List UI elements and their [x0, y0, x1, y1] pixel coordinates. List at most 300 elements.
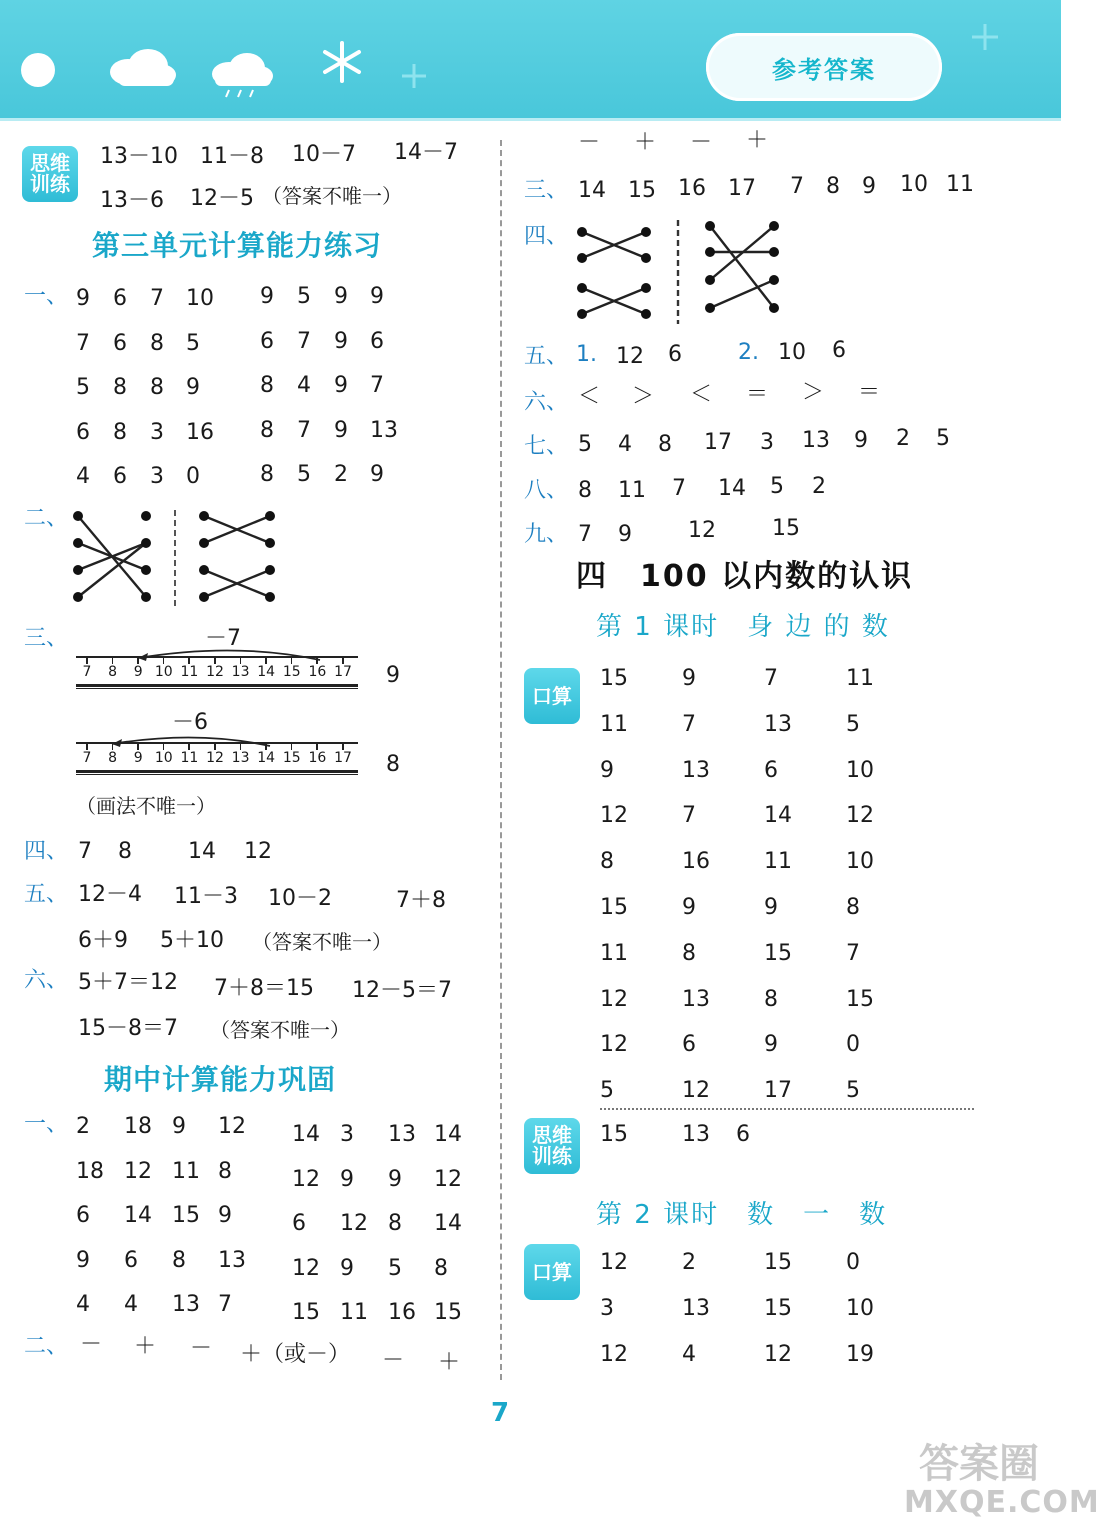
ruler-answer: 9 — [386, 663, 400, 688]
answer-value: 12 — [244, 839, 272, 864]
answer-expr: 7＋8＝15 — [214, 976, 314, 1001]
ruler-tick-mark — [342, 742, 344, 750]
answer-value: 8 — [826, 174, 840, 199]
grid-cell: 12 — [600, 1342, 628, 1367]
answer-value: 11 — [618, 478, 646, 503]
answer-value: 12 — [688, 518, 716, 543]
siwei-expr: 11－8 — [200, 144, 264, 169]
answer-expr: 10－2 — [268, 886, 332, 911]
answer-note: （答案不唯一） — [210, 1018, 350, 1042]
answer-value: 15 — [600, 1122, 628, 1147]
sign-answer: ＋ — [634, 130, 657, 155]
ruler-tick-label: 13 — [231, 664, 250, 680]
page-number: 7 — [490, 1398, 510, 1428]
ruler-tick-mark — [342, 656, 344, 664]
grid-cell: 0 — [186, 464, 200, 489]
question-label: 三、 — [24, 626, 69, 651]
lesson1-title: 第 1 课时 身 边 的 数 — [596, 612, 890, 642]
grid-cell: 11 — [600, 711, 628, 737]
grid-cell: 9 — [340, 1166, 354, 1192]
column-divider — [500, 140, 502, 1380]
grid-cell: 13 — [218, 1247, 246, 1273]
unit3-title: 第三单元计算能力练习 — [92, 229, 383, 262]
grid-cell: 10 — [186, 286, 214, 311]
answer-value: 13 — [802, 428, 830, 453]
question-label: 一、 — [24, 1112, 69, 1137]
grid-cell: 6 — [260, 328, 274, 354]
grid-cell: 13 — [370, 417, 398, 443]
grid-cell: 15 — [764, 1296, 792, 1321]
grid-cell: 9 — [76, 1247, 90, 1273]
grid-cell: 11 — [846, 666, 874, 691]
ruler-jump-label: －7 — [205, 626, 241, 651]
sign-answer: － — [190, 1336, 213, 1361]
grid-cell: 10 — [846, 757, 874, 783]
ruler-tick-label: 10 — [154, 664, 173, 680]
grid-cell: 12 — [434, 1166, 462, 1192]
sun-icon — [18, 50, 58, 90]
question-label: 六、 — [24, 968, 69, 993]
ruler-tick-mark — [137, 742, 139, 750]
grid-cell: 13 — [682, 1296, 710, 1321]
grid-cell: 6 — [292, 1211, 306, 1236]
grid-cell: 9 — [388, 1166, 402, 1192]
question-label: 四、 — [24, 839, 69, 864]
answer-value: ＞ — [802, 380, 825, 405]
grid-cell: 8 — [388, 1211, 402, 1236]
grid-cell: 7 — [150, 286, 164, 311]
grid-cell: 5 — [846, 711, 860, 737]
grid-cell: 8 — [260, 462, 274, 487]
grid-cell: 8 — [150, 375, 164, 400]
snowflake-icon — [320, 40, 364, 84]
grid-cell: 13 — [172, 1292, 200, 1317]
grid-cell: 6 — [764, 757, 778, 783]
grid-cell: 6 — [113, 464, 127, 489]
grid-cell: 12 — [292, 1166, 320, 1192]
grid-cell: 16 — [682, 849, 710, 875]
grid-cell: 16 — [388, 1300, 416, 1325]
answer-value: 5 — [770, 474, 784, 499]
ruler-tick-mark — [112, 656, 114, 664]
grid-cell: 6 — [682, 1032, 696, 1058]
answer-value: 15 — [628, 178, 656, 203]
grid-cell: 11 — [764, 849, 792, 875]
grid-cell: 5 — [186, 330, 200, 356]
grid-cell: 14 — [434, 1211, 462, 1236]
ruler-jump-label: －6 — [172, 710, 208, 735]
question-label: 一、 — [24, 284, 69, 309]
grid-cell: 14 — [124, 1203, 152, 1228]
answer-value: 2 — [896, 426, 910, 451]
grid-cell: 5 — [846, 1078, 860, 1104]
answer-value: 7 — [790, 174, 804, 199]
answer-value: 7 — [78, 839, 92, 864]
midterm-title: 期中计算能力巩固 — [104, 1063, 337, 1096]
answer-value: ＜ — [690, 382, 713, 407]
grid-cell: 6 — [113, 286, 127, 311]
grid-cell: 9 — [186, 375, 200, 400]
grid-cell: 15 — [764, 1250, 792, 1275]
ruler-tick-label: 14 — [257, 750, 276, 766]
grid-cell: 14 — [764, 803, 792, 829]
siwei-expr: 13－6 — [100, 188, 164, 213]
grid-cell: 15 — [292, 1300, 320, 1325]
grid-cell: 12 — [292, 1255, 320, 1281]
answer-value: 16 — [678, 176, 706, 201]
ruler-tick-mark — [163, 742, 165, 750]
question-label: 二、 — [24, 1334, 69, 1359]
grid-cell: 12 — [846, 803, 874, 829]
grid-cell: 4 — [76, 464, 90, 489]
grid-cell: 9 — [764, 1032, 778, 1058]
grid-cell: 7 — [218, 1292, 232, 1317]
grid-cell: 8 — [218, 1158, 232, 1184]
ruler-tick-label: 15 — [282, 664, 301, 680]
answer-expr: 5＋10 — [160, 928, 224, 953]
ruler-tick-label: 7 — [82, 750, 92, 766]
grid-cell: 6 — [124, 1247, 138, 1273]
answer-value: 9 — [618, 522, 632, 547]
section-separator — [600, 1108, 974, 1110]
kousuan-tag: 口算 — [524, 1244, 580, 1300]
grid-cell: 9 — [682, 895, 696, 920]
grid-cell: 5 — [297, 284, 311, 309]
kousuan-tag: 口算 — [524, 668, 580, 724]
grid-cell: 9 — [764, 895, 778, 920]
siwei-tag-line: 训练 — [30, 172, 70, 196]
siwei-tag-line: 训练 — [532, 1144, 572, 1168]
rain-cloud-icon — [205, 48, 275, 98]
grid-cell: 5 — [600, 1078, 614, 1104]
ruler-tick-label: 17 — [334, 664, 352, 680]
sign-answer: ＋（或－） — [240, 1342, 351, 1367]
grid-cell: 9 — [682, 666, 696, 691]
grid-cell: 8 — [434, 1255, 448, 1281]
sign-answer: － — [578, 130, 601, 155]
answer-value: 5 — [578, 432, 592, 457]
ruler-tick-mark — [240, 742, 242, 750]
grid-cell: 8 — [150, 330, 164, 356]
grid-cell: 15 — [764, 940, 792, 966]
grid-cell: 5 — [297, 462, 311, 487]
grid-cell: 7 — [682, 711, 696, 737]
question-label: 三、 — [524, 178, 569, 203]
grid-cell: 17 — [764, 1078, 792, 1104]
question-label: 五、 — [24, 882, 69, 907]
grid-cell: 19 — [846, 1342, 874, 1367]
grid-cell: 9 — [218, 1203, 232, 1228]
grid-cell: 12 — [600, 1250, 628, 1275]
ruler-tick-mark — [86, 656, 88, 664]
grid-cell: 6 — [76, 1203, 90, 1228]
siwei-expr: 14－7 — [394, 140, 458, 165]
ruler-tick-mark — [214, 656, 216, 664]
ruler-tick-label: 11 — [180, 750, 199, 766]
grid-cell: 5 — [388, 1255, 402, 1281]
grid-cell: 9 — [340, 1255, 354, 1281]
lesson2-title: 第 2 课时 数 一 数 — [596, 1200, 888, 1230]
header-divider — [0, 118, 1061, 121]
grid-cell: 8 — [260, 417, 274, 443]
answer-value: 6 — [832, 338, 846, 363]
answer-value: 11 — [946, 172, 974, 197]
ruler-tick-label: 11 — [180, 664, 199, 680]
grid-cell: 8 — [172, 1247, 186, 1273]
ruler-tick-mark — [163, 656, 165, 664]
grid-cell: 12 — [218, 1114, 246, 1139]
grid-cell: 12 — [340, 1211, 368, 1236]
ruler-tick-label: 12 — [206, 750, 224, 766]
grid-cell: 7 — [297, 328, 311, 354]
badge-label: 参考答案 — [772, 55, 876, 84]
chapter-title: 四 100 以内数的认识 — [576, 559, 914, 594]
answer-expr: 12－5＝7 — [352, 978, 452, 1003]
grid-cell: 2 — [76, 1114, 90, 1139]
answer-value: 7 — [672, 476, 686, 501]
grid-cell: 12 — [600, 986, 628, 1012]
ruler-tick-label: 17 — [334, 750, 352, 766]
grid-cell: 0 — [846, 1032, 860, 1058]
grid-cell: 16 — [186, 419, 214, 445]
answer-value: 5 — [936, 426, 950, 451]
answer-expr: 15－8＝7 — [78, 1016, 178, 1041]
answer-value: 6 — [736, 1122, 750, 1147]
grid-cell: 15 — [846, 986, 874, 1012]
answer-value: ＝ — [746, 382, 769, 407]
answer-value: ＝ — [858, 380, 881, 405]
grid-cell: 9 — [260, 284, 274, 309]
grid-cell: 9 — [370, 284, 384, 309]
sign-answer: ＋ — [438, 1350, 461, 1375]
ruler-tick-label: 15 — [282, 750, 301, 766]
grid-cell: 10 — [846, 1296, 874, 1321]
grid-cell: 9 — [334, 373, 348, 398]
grid-cell: 2 — [682, 1250, 696, 1275]
grid-cell: 4 — [682, 1342, 696, 1367]
grid-cell: 9 — [76, 286, 90, 311]
siwei-tag — [524, 1118, 580, 1174]
grid-cell: 11 — [172, 1158, 200, 1184]
grid-cell: 12 — [764, 1342, 792, 1367]
grid-cell: 14 — [434, 1122, 462, 1147]
ruler-tick-mark — [291, 742, 293, 750]
ruler-tick-mark — [86, 742, 88, 750]
grid-cell: 8 — [113, 419, 127, 445]
ruler-tick-mark — [112, 742, 114, 750]
grid-cell: 10 — [846, 849, 874, 875]
grid-cell: 14 — [292, 1122, 320, 1147]
watermark-text: 答案圈 — [919, 1441, 1039, 1487]
answer-value: 7 — [578, 522, 592, 547]
grid-cell: 12 — [124, 1158, 152, 1184]
ruler-tick-mark — [316, 656, 318, 664]
grid-cell: 8 — [764, 986, 778, 1012]
answer-expr: 5＋7＝12 — [78, 970, 178, 995]
ruler-tick-label: 10 — [154, 750, 173, 766]
grid-cell: 13 — [682, 986, 710, 1012]
answer-value: 6 — [668, 342, 682, 367]
question-label: 九、 — [524, 522, 569, 547]
answer-value: 3 — [760, 430, 774, 455]
answer-value: 9 — [862, 174, 876, 199]
ruler-tick-label: 8 — [108, 750, 118, 766]
question-label: 四、 — [524, 224, 569, 249]
grid-cell: 11 — [340, 1300, 368, 1325]
grid-cell: 9 — [334, 417, 348, 443]
sign-answer: － — [382, 1348, 405, 1373]
number-ruler — [76, 742, 358, 776]
sub-number: 1. — [576, 342, 597, 367]
grid-cell: 7 — [76, 330, 90, 356]
answer-value: 9 — [854, 428, 868, 453]
answer-value: 14 — [718, 476, 746, 501]
grid-cell: 4 — [76, 1292, 90, 1317]
ruler-tick-label: 14 — [257, 664, 276, 680]
grid-cell: 7 — [370, 373, 384, 398]
ruler-tick-mark — [316, 742, 318, 750]
grid-cell: 18 — [76, 1158, 104, 1184]
grid-cell: 3 — [340, 1122, 354, 1147]
grid-cell: 13 — [764, 711, 792, 737]
ruler-tick-label: 8 — [108, 664, 118, 680]
grid-cell: 3 — [150, 464, 164, 489]
answer-value: 12 — [616, 344, 644, 369]
grid-cell: 9 — [600, 757, 614, 783]
answer-key-badge — [706, 33, 942, 101]
grid-cell: 6 — [76, 419, 90, 445]
answer-expr: 11－3 — [174, 884, 238, 909]
answer-value: 8 — [118, 839, 132, 864]
answer-value: 8 — [658, 432, 672, 457]
siwei-expr: 10－7 — [292, 142, 356, 167]
answer-value: 8 — [578, 478, 592, 503]
grid-cell: 13 — [388, 1122, 416, 1147]
answer-expr: 12－4 — [78, 882, 142, 907]
sign-answer: － — [80, 1332, 103, 1357]
grid-cell: 9 — [370, 462, 384, 487]
answer-note: （答案不唯一） — [262, 184, 402, 208]
grid-cell: 3 — [600, 1296, 614, 1321]
siwei-tag-line: 思维 — [30, 151, 70, 175]
grid-cell: 13 — [682, 757, 710, 783]
grid-cell: 8 — [113, 375, 127, 400]
grid-cell: 8 — [260, 373, 274, 398]
grid-cell: 11 — [600, 940, 628, 966]
answer-value: 17 — [704, 430, 732, 455]
answer-value: 10 — [900, 172, 928, 197]
grid-cell: 9 — [334, 328, 348, 354]
siwei-tag-line: 思维 — [532, 1123, 572, 1147]
answer-value: 4 — [618, 432, 632, 457]
ruler-tick-label: 9 — [133, 750, 143, 766]
ruler-tick-mark — [265, 656, 267, 664]
grid-cell: 5 — [76, 375, 90, 400]
answer-expr: 7＋8 — [396, 888, 446, 913]
grid-cell: 12 — [600, 1032, 628, 1058]
answer-value: 13 — [682, 1122, 710, 1147]
question-label: 八、 — [524, 478, 569, 503]
grid-cell: 12 — [682, 1078, 710, 1104]
grid-cell: 7 — [297, 417, 311, 443]
question-label: 二、 — [24, 506, 69, 531]
question-label: 五、 — [524, 344, 569, 369]
answer-value: 17 — [728, 176, 756, 201]
sparkle-icon — [970, 22, 1000, 52]
answer-value: ＞ — [632, 384, 655, 409]
ruler-tick-label: 13 — [231, 750, 250, 766]
grid-cell: 15 — [434, 1300, 462, 1325]
answer-value: 2 — [812, 474, 826, 499]
answer-expr: 6＋9 — [78, 928, 128, 953]
grid-cell: 3 — [150, 419, 164, 445]
grid-cell: 15 — [172, 1203, 200, 1228]
siwei-expr: 13－10 — [100, 144, 178, 169]
sign-answer: － — [690, 130, 713, 155]
ruler-tick-label: 16 — [308, 664, 327, 680]
ruler-tick-mark — [291, 656, 293, 664]
answer-value: 14 — [188, 839, 216, 864]
grid-cell: 8 — [682, 940, 696, 966]
answer-value: 14 — [578, 178, 606, 203]
grid-cell: 9 — [334, 284, 348, 309]
ruler-tick-mark — [137, 656, 139, 664]
grid-cell: 15 — [600, 666, 628, 691]
ruler-tick-mark — [214, 742, 216, 750]
siwei-expr: 12－5 — [190, 186, 254, 211]
question-label: 六、 — [524, 390, 569, 415]
grid-cell: 6 — [113, 330, 127, 356]
grid-cell: 7 — [846, 940, 860, 966]
grid-cell: 8 — [600, 849, 614, 875]
grid-cell: 6 — [370, 328, 384, 354]
sub-number: 2. — [738, 340, 759, 365]
number-ruler — [76, 656, 358, 690]
answer-value: 10 — [778, 340, 806, 365]
sign-answer: ＋ — [134, 1334, 157, 1359]
grid-cell: 4 — [124, 1292, 138, 1317]
ruler-tick-label: 12 — [206, 664, 224, 680]
ruler-tick-label: 7 — [82, 664, 92, 680]
ruler-answer: 8 — [386, 752, 400, 777]
ruler-tick-mark — [188, 742, 190, 750]
sign-answer: ＋ — [746, 128, 769, 153]
grid-cell: 12 — [600, 803, 628, 829]
grid-cell: 8 — [846, 895, 860, 920]
grid-cell: 9 — [172, 1114, 186, 1139]
watermark-text: MXQE.COM — [904, 1485, 1100, 1520]
matching-diagram — [66, 506, 286, 610]
grid-cell: 7 — [682, 803, 696, 829]
ruler-tick-label: 9 — [133, 664, 143, 680]
answer-note: （答案不唯一） — [252, 930, 392, 954]
sparkle-icon — [400, 62, 428, 90]
answer-note: （画法不唯一） — [76, 794, 216, 818]
ruler-tick-mark — [240, 656, 242, 664]
cloud-icon — [104, 44, 178, 88]
grid-cell: 7 — [764, 666, 778, 691]
matching-diagram — [570, 218, 790, 326]
grid-cell: 4 — [297, 373, 311, 398]
question-label: 七、 — [524, 434, 569, 459]
ruler-tick-label: 16 — [308, 750, 327, 766]
ruler-tick-mark — [188, 656, 190, 664]
grid-cell: 15 — [600, 895, 628, 920]
grid-cell: 0 — [846, 1250, 860, 1275]
grid-cell: 2 — [334, 462, 348, 487]
ruler-tick-mark — [265, 742, 267, 750]
grid-cell: 18 — [124, 1114, 152, 1139]
